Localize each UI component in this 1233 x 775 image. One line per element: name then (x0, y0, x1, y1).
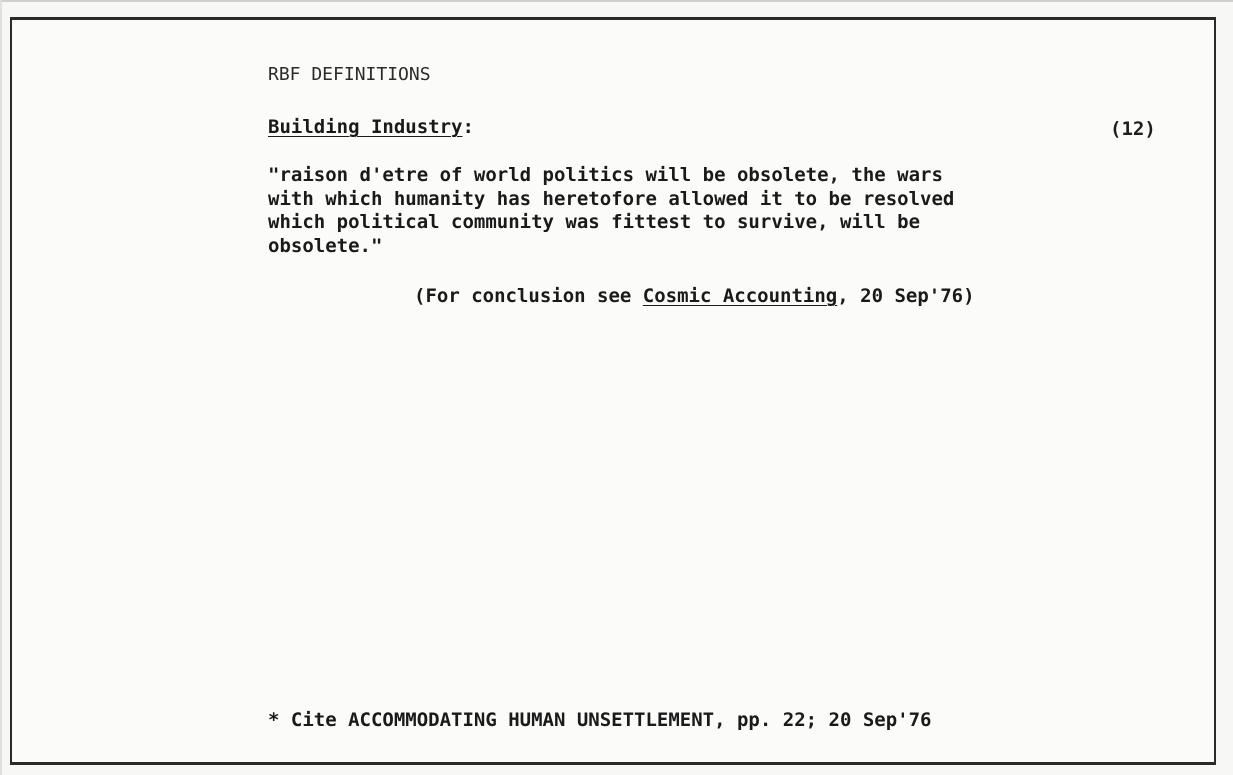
quote-line: "raison d'etre of world politics will be obsolete, the wars (268, 164, 943, 186)
top-edge-line (0, 0, 1233, 2)
quote-line: with which humanity has heretofore allowed it to be resolved (268, 187, 955, 210)
quote-line: obsolete." (268, 234, 383, 257)
definition-term (268, 116, 474, 138)
quote-line: which political community was fittest to survive, will be (268, 211, 921, 233)
term-label: Building Industry (268, 116, 463, 138)
card-header: RBF DEFINITIONS (268, 64, 431, 85)
left-edge-line (0, 0, 2, 775)
card-number: (12) (1110, 118, 1156, 140)
conclusion-reference (414, 285, 975, 307)
conclusion-suffix: , 20 Sep'76) (837, 285, 975, 307)
definition-quote (268, 164, 1148, 258)
conclusion-prefix: (For conclusion see (414, 285, 643, 307)
citation-line: * Cite ACCOMMODATING HUMAN UNSETTLEMENT, pp. 22; 20 Sep'76 (268, 709, 932, 731)
conclusion-link: Cosmic Accounting (642, 285, 838, 307)
definition-card (10, 17, 1216, 765)
term-colon: : (462, 116, 474, 138)
